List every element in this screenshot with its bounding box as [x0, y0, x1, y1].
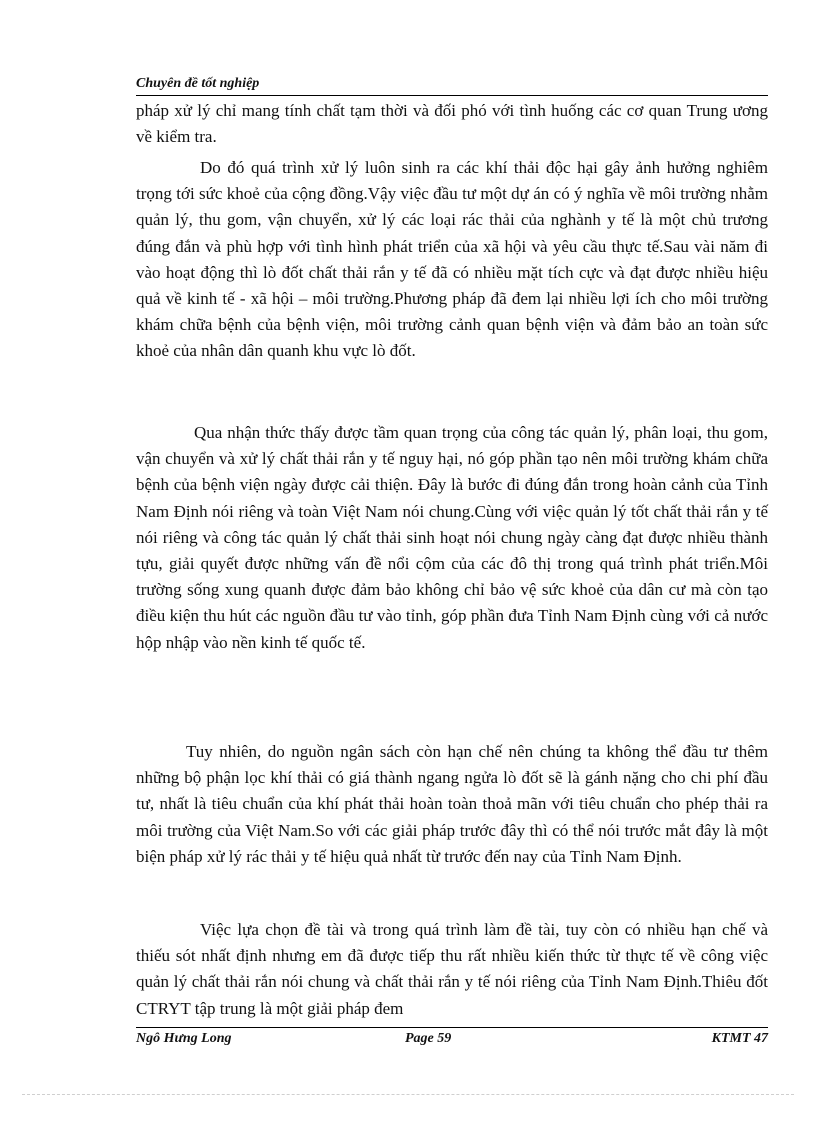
- footer-divider: [136, 1027, 768, 1028]
- paragraph-2: Do đó quá trình xử lý luôn sinh ra các khí thải độc hại gây ảnh hưởng nghiêm trọng tới sức khoẻ của cộng đồng.Vậy việc đầu tư một dự án có ý nghĩa về môi trường nhằm quản lý, thu gom, vận chuyển, xử lý các loại rác thải của nghành y tế là một chủ trương đúng đắn và phù hợp với tình hình phát triển của xã hội và yêu cầu thực tế.Sau vài năm đi vào hoạt động thì lò đốt chất thải rắn y tế đã có nhiều mặt tích cực và đạt được nhiều hiệu quả về kinh tế - xã hội – môi trường.Phương pháp đã đem lại nhiều lợi ích cho môi trường khám chữa bệnh của bệnh viện, môi trường cảnh quan bệnh viện và đảm bảo an toàn sức khoẻ của nhân dân quanh khu vực lò đốt.: [136, 158, 768, 361]
- paragraph-1: pháp xử lý chỉ mang tính chất tạm thời và đối phó với tình huống các cơ quan Trung ương về kiểm tra.: [136, 101, 768, 147]
- header-title: Chuyên đề tốt nghiệp: [136, 76, 260, 91]
- header-divider: [136, 95, 768, 96]
- footer-class: KTMT 47: [711, 1031, 768, 1046]
- paragraph-3: Qua nhận thức thấy được tầm quan trọng của công tác quản lý, phân loại, thu gom, vận chuyển và xử lý chất thải rắn y tế nguy hại, nó góp phần tạo nên môi trường khám chữa bệnh của bệnh viện ngày được cải thiện. Đây là bước đi đúng đắn trong hoàn cảnh của Tỉnh Nam Định nói riêng và toàn Việt Nam nói chung.Cùng với việc quản lý tốt chất thải rắn y tế nói riêng và công tác quản lý chất thải sinh hoạt nói chung ngày càng đạt được nhiều thành tựu, giải quyết được những vấn đề nổi cộm của các đô thị trong quá trình phát triển.Môi trường sống xung quanh được đảm bảo không chỉ bảo vệ sức khoẻ của dân cư mà còn tạo điều kiện thu hút các nguồn đầu tư vào tỉnh, góp phần đưa Tỉnh Nam Định cùng với cả nước hộp nhập vào nền kinh tế quốc tế.: [136, 423, 768, 652]
- footer-author: Ngô Hưng Long: [136, 1031, 232, 1046]
- paragraph-5: Việc lựa chọn đề tài và trong quá trình làm đề tài, tuy còn có nhiều hạn chế và thiếu sót nhất định nhưng em đã được tiếp thu rất nhiều kiến thức từ thực tế về công việc quản lý chất thải rắn nói chung và chất thải rắn y tế nói riêng của Tỉnh Nam Định.Thiêu đốt CTRYT tập trung là một giải pháp đem: [136, 920, 768, 1018]
- paragraph-4: Tuy nhiên, do nguồn ngân sách còn hạn chế nên chúng ta không thể đầu tư thêm những bộ phận lọc khí thải có giá thành ngang ngửa lò đốt sẽ là gánh nặng cho chi phí đầu tư, nhất là tiêu chuẩn của khí phát thải hoàn toàn thoả mãn với tiêu chuẩn cho phép thải ra môi trường của Việt Nam.So với các giải pháp trước đây thì có thể nói trước mắt đây là một biện pháp xử lý rác thải y tế hiệu quả nhất từ trước đến nay của Tỉnh Nam Định.: [136, 742, 768, 866]
- page-bottom-border: [22, 1094, 794, 1095]
- footer-page-number: Page 59: [405, 1031, 452, 1046]
